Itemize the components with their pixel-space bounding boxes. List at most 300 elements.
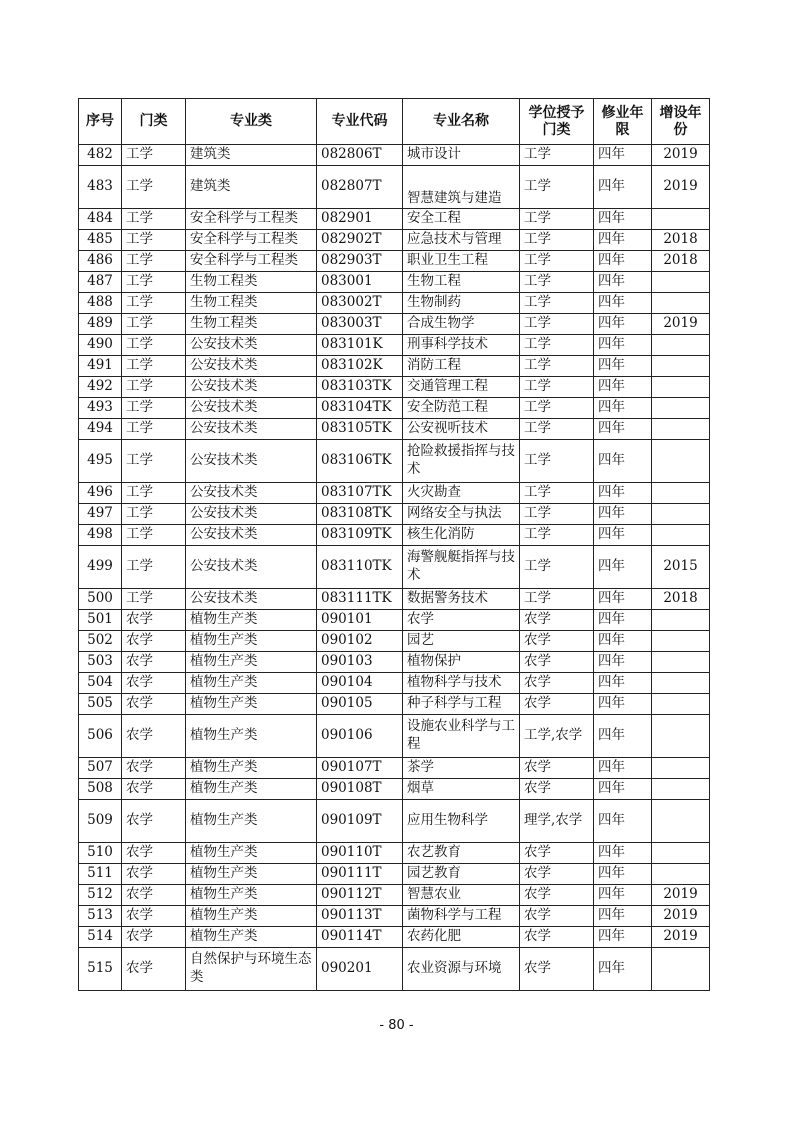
cell-category: 农学 [122,864,186,885]
cell-seq: 506 [79,715,122,758]
cell-class: 植物生产类 [186,673,317,694]
cell-category: 工学 [122,166,186,209]
cell-name: 城市设计 [403,145,520,166]
cell-class: 公安技术类 [186,419,317,440]
cell-duration: 四年 [594,166,652,209]
cell-duration: 四年 [594,251,652,272]
table-body [79,145,710,991]
cell-degree: 工学 [520,293,594,314]
cell-seq: 515 [79,948,122,991]
cell-duration: 四年 [594,800,652,843]
cell-duration: 四年 [594,209,652,230]
cell-seq: 492 [79,377,122,398]
cell-year [652,610,710,631]
cell-seq: 505 [79,694,122,715]
cell-code: 083107TK [317,483,403,504]
header-name: 专业名称 [403,99,520,145]
cell-class: 植物生产类 [186,715,317,758]
cell-seq: 499 [79,546,122,589]
cell-duration: 四年 [594,293,652,314]
cell-seq: 491 [79,356,122,377]
table-header [79,99,710,145]
table-row [79,272,710,293]
cell-category: 农学 [122,610,186,631]
cell-code: 090101 [317,610,403,631]
cell-degree: 工学 [520,314,594,335]
cell-class: 植物生产类 [186,779,317,800]
table-row [79,610,710,631]
cell-degree: 农学 [520,948,594,991]
cell-degree: 工学 [520,525,594,546]
cell-degree: 工学 [520,546,594,589]
cell-category: 农学 [122,652,186,673]
cell-duration: 四年 [594,145,652,166]
cell-code: 090112T [317,885,403,906]
cell-code: 083003T [317,314,403,335]
cell-name: 茶学 [403,758,520,779]
cell-seq: 482 [79,145,122,166]
cell-name: 种子科学与工程 [403,694,520,715]
cell-name: 安全工程 [403,209,520,230]
cell-year: 2015 [652,546,710,589]
header-seq: 序号 [79,99,122,145]
cell-name: 农艺教育 [403,843,520,864]
cell-year [652,293,710,314]
cell-class: 生物工程类 [186,314,317,335]
cell-year [652,758,710,779]
cell-class: 植物生产类 [186,843,317,864]
table-row [79,314,710,335]
cell-degree: 工学 [520,251,594,272]
cell-degree: 工学 [520,230,594,251]
table-row [79,419,710,440]
cell-year [652,715,710,758]
cell-duration: 四年 [594,504,652,525]
cell-seq: 501 [79,610,122,631]
cell-name: 生物制药 [403,293,520,314]
cell-name: 职业卫生工程 [403,251,520,272]
cell-code: 083101K [317,335,403,356]
cell-degree: 工学 [520,377,594,398]
table-row [79,504,710,525]
cell-class: 公安技术类 [186,440,317,483]
cell-name: 应急技术与管理 [403,230,520,251]
cell-category: 农学 [122,906,186,927]
cell-code: 090106 [317,715,403,758]
cell-duration: 四年 [594,779,652,800]
cell-degree: 工学 [520,504,594,525]
table-row [79,440,710,483]
cell-year [652,652,710,673]
cell-duration: 四年 [594,652,652,673]
cell-name: 农业资源与环境 [403,948,520,991]
cell-year [652,631,710,652]
cell-year [652,272,710,293]
cell-seq: 500 [79,589,122,610]
cell-seq: 514 [79,927,122,948]
cell-duration: 四年 [594,483,652,504]
cell-class: 建筑类 [186,145,317,166]
major-catalog-table [78,98,710,991]
cell-seq: 484 [79,209,122,230]
cell-year: 2019 [652,314,710,335]
cell-category: 工学 [122,419,186,440]
cell-name: 应用生物科学 [403,800,520,843]
cell-class: 植物生产类 [186,610,317,631]
cell-duration: 四年 [594,440,652,483]
cell-code: 083105TK [317,419,403,440]
header-year: 增设年份 [652,99,710,145]
cell-name: 核生化消防 [403,525,520,546]
cell-category: 工学 [122,483,186,504]
cell-category: 工学 [122,293,186,314]
cell-year: 2019 [652,927,710,948]
cell-seq: 512 [79,885,122,906]
cell-duration: 四年 [594,906,652,927]
cell-seq: 489 [79,314,122,335]
cell-degree: 农学 [520,843,594,864]
cell-class: 安全科学与工程类 [186,230,317,251]
cell-duration: 四年 [594,419,652,440]
cell-category: 工学 [122,356,186,377]
cell-code: 083106TK [317,440,403,483]
cell-code: 083104TK [317,398,403,419]
cell-seq: 490 [79,335,122,356]
cell-category: 工学 [122,272,186,293]
cell-code: 082902T [317,230,403,251]
cell-class: 植物生产类 [186,800,317,843]
cell-name: 刑事科学技术 [403,335,520,356]
cell-seq: 496 [79,483,122,504]
cell-degree: 工学 [520,589,594,610]
cell-category: 工学 [122,525,186,546]
cell-degree: 工学 [520,272,594,293]
cell-category: 农学 [122,694,186,715]
table-row [79,251,710,272]
cell-code: 090110T [317,843,403,864]
cell-year [652,419,710,440]
cell-seq: 507 [79,758,122,779]
cell-seq: 483 [79,166,122,209]
cell-category: 农学 [122,927,186,948]
cell-degree: 工学,农学 [520,715,594,758]
cell-name: 消防工程 [403,356,520,377]
cell-class: 生物工程类 [186,272,317,293]
table-row [79,843,710,864]
page-number: - 80 - [379,1018,414,1033]
cell-degree: 农学 [520,864,594,885]
cell-code: 090105 [317,694,403,715]
cell-class: 公安技术类 [186,546,317,589]
table-row [79,885,710,906]
table-row [79,166,710,209]
cell-duration: 四年 [594,230,652,251]
cell-year [652,673,710,694]
cell-class: 公安技术类 [186,335,317,356]
cell-class: 公安技术类 [186,398,317,419]
cell-code: 083110TK [317,546,403,589]
cell-class: 植物生产类 [186,885,317,906]
cell-duration: 四年 [594,610,652,631]
table-row [79,525,710,546]
header-degree: 学位授予门类 [520,99,594,145]
cell-class: 公安技术类 [186,504,317,525]
table-row [79,779,710,800]
cell-category: 工学 [122,546,186,589]
cell-code: 090108T [317,779,403,800]
cell-degree: 农学 [520,631,594,652]
table-row [79,906,710,927]
cell-name: 交通管理工程 [403,377,520,398]
cell-duration: 四年 [594,694,652,715]
table-row [79,230,710,251]
cell-name: 生物工程 [403,272,520,293]
cell-year [652,779,710,800]
cell-degree: 农学 [520,758,594,779]
cell-seq: 510 [79,843,122,864]
cell-name: 数据警务技术 [403,589,520,610]
cell-code: 083108TK [317,504,403,525]
cell-seq: 511 [79,864,122,885]
cell-class: 公安技术类 [186,483,317,504]
cell-category: 工学 [122,335,186,356]
cell-degree: 理学,农学 [520,800,594,843]
cell-class: 安全科学与工程类 [186,251,317,272]
cell-name: 植物保护 [403,652,520,673]
cell-code: 082903T [317,251,403,272]
table-row [79,546,710,589]
table-row [79,948,710,991]
table-row [79,800,710,843]
cell-degree: 农学 [520,885,594,906]
cell-category: 工学 [122,589,186,610]
cell-duration: 四年 [594,864,652,885]
cell-degree: 农学 [520,779,594,800]
cell-class: 安全科学与工程类 [186,209,317,230]
cell-year: 2018 [652,230,710,251]
cell-seq: 504 [79,673,122,694]
cell-duration: 四年 [594,948,652,991]
cell-category: 农学 [122,715,186,758]
cell-name: 安全防范工程 [403,398,520,419]
table-row [79,758,710,779]
cell-seq: 513 [79,906,122,927]
cell-category: 农学 [122,800,186,843]
cell-year: 2018 [652,589,710,610]
cell-name: 烟草 [403,779,520,800]
cell-degree: 农学 [520,610,594,631]
table-row [79,864,710,885]
cell-class: 生物工程类 [186,293,317,314]
table-row [79,377,710,398]
cell-code: 090103 [317,652,403,673]
cell-seq: 498 [79,525,122,546]
cell-year: 2018 [652,251,710,272]
cell-class: 植物生产类 [186,631,317,652]
cell-category: 农学 [122,779,186,800]
cell-duration: 四年 [594,314,652,335]
cell-category: 工学 [122,398,186,419]
header-duration: 修业年限 [594,99,652,145]
cell-name: 火灾勘查 [403,483,520,504]
cell-duration: 四年 [594,335,652,356]
cell-degree: 农学 [520,694,594,715]
cell-seq: 502 [79,631,122,652]
cell-code: 083002T [317,293,403,314]
cell-code: 083103TK [317,377,403,398]
cell-class: 公安技术类 [186,589,317,610]
cell-year [652,398,710,419]
cell-degree: 工学 [520,166,594,209]
cell-name: 植物科学与技术 [403,673,520,694]
cell-seq: 488 [79,293,122,314]
cell-code: 090104 [317,673,403,694]
cell-class: 公安技术类 [186,377,317,398]
cell-class: 公安技术类 [186,356,317,377]
cell-year [652,864,710,885]
cell-category: 农学 [122,758,186,779]
header-class: 专业类 [186,99,317,145]
table-row [79,927,710,948]
table-row [79,715,710,758]
cell-category: 农学 [122,673,186,694]
cell-class: 自然保护与环境生态类 [186,948,317,991]
cell-category: 农学 [122,948,186,991]
cell-code: 082901 [317,209,403,230]
cell-name: 抢险救援指挥与技术 [403,440,520,483]
cell-year [652,504,710,525]
cell-name: 菌物科学与工程 [403,906,520,927]
cell-seq: 508 [79,779,122,800]
cell-seq: 495 [79,440,122,483]
cell-duration: 四年 [594,356,652,377]
cell-code: 090201 [317,948,403,991]
cell-duration: 四年 [594,927,652,948]
cell-name: 农药化肥 [403,927,520,948]
cell-code: 090107T [317,758,403,779]
table-row [79,673,710,694]
cell-degree: 工学 [520,419,594,440]
cell-code: 083001 [317,272,403,293]
cell-class: 植物生产类 [186,652,317,673]
cell-year [652,525,710,546]
cell-seq: 485 [79,230,122,251]
header-category: 门类 [122,99,186,145]
cell-seq: 509 [79,800,122,843]
cell-degree: 工学 [520,145,594,166]
cell-degree: 工学 [520,483,594,504]
cell-seq: 487 [79,272,122,293]
cell-year [652,356,710,377]
cell-code: 090109T [317,800,403,843]
cell-class: 植物生产类 [186,864,317,885]
cell-year [652,800,710,843]
cell-name: 公安视听技术 [403,419,520,440]
cell-duration: 四年 [594,377,652,398]
cell-code: 083111TK [317,589,403,610]
cell-year [652,377,710,398]
cell-year: 2019 [652,166,710,209]
cell-year [652,335,710,356]
cell-seq: 486 [79,251,122,272]
cell-seq: 497 [79,504,122,525]
cell-degree: 工学 [520,440,594,483]
cell-seq: 493 [79,398,122,419]
cell-year [652,948,710,991]
cell-year: 2019 [652,145,710,166]
table-row [79,398,710,419]
cell-category: 工学 [122,504,186,525]
cell-duration: 四年 [594,758,652,779]
cell-duration: 四年 [594,525,652,546]
cell-year [652,483,710,504]
cell-degree: 工学 [520,398,594,419]
table-row [79,356,710,377]
cell-code: 090111T [317,864,403,885]
cell-seq: 494 [79,419,122,440]
table-row [79,483,710,504]
cell-degree: 工学 [520,356,594,377]
cell-seq: 503 [79,652,122,673]
header-code: 专业代码 [317,99,403,145]
cell-class: 植物生产类 [186,927,317,948]
cell-name: 智慧农业 [403,885,520,906]
cell-code: 090114T [317,927,403,948]
cell-class: 植物生产类 [186,758,317,779]
table-row [79,631,710,652]
cell-category: 工学 [122,251,186,272]
cell-category: 农学 [122,631,186,652]
cell-year [652,694,710,715]
cell-class: 植物生产类 [186,906,317,927]
cell-degree: 农学 [520,652,594,673]
table-row [79,145,710,166]
cell-category: 工学 [122,145,186,166]
cell-category: 工学 [122,440,186,483]
table-row [79,589,710,610]
cell-category: 工学 [122,209,186,230]
cell-duration: 四年 [594,673,652,694]
table-row [79,694,710,715]
cell-duration: 四年 [594,546,652,589]
cell-degree: 农学 [520,927,594,948]
cell-year: 2019 [652,885,710,906]
cell-year: 2019 [652,906,710,927]
cell-duration: 四年 [594,398,652,419]
cell-duration: 四年 [594,272,652,293]
cell-duration: 四年 [594,885,652,906]
table-row [79,335,710,356]
cell-name: 智慧建筑与建造 [403,166,520,209]
table-row [79,652,710,673]
cell-category: 农学 [122,885,186,906]
cell-name: 网络安全与执法 [403,504,520,525]
cell-name: 农学 [403,610,520,631]
cell-duration: 四年 [594,631,652,652]
cell-name: 园艺 [403,631,520,652]
cell-duration: 四年 [594,715,652,758]
cell-degree: 农学 [520,906,594,927]
table-row [79,293,710,314]
cell-degree: 农学 [520,673,594,694]
cell-year [652,440,710,483]
cell-code: 082807T [317,166,403,209]
cell-class: 公安技术类 [186,525,317,546]
cell-category: 工学 [122,230,186,251]
cell-year [652,209,710,230]
cell-degree: 工学 [520,209,594,230]
cell-code: 083102K [317,356,403,377]
